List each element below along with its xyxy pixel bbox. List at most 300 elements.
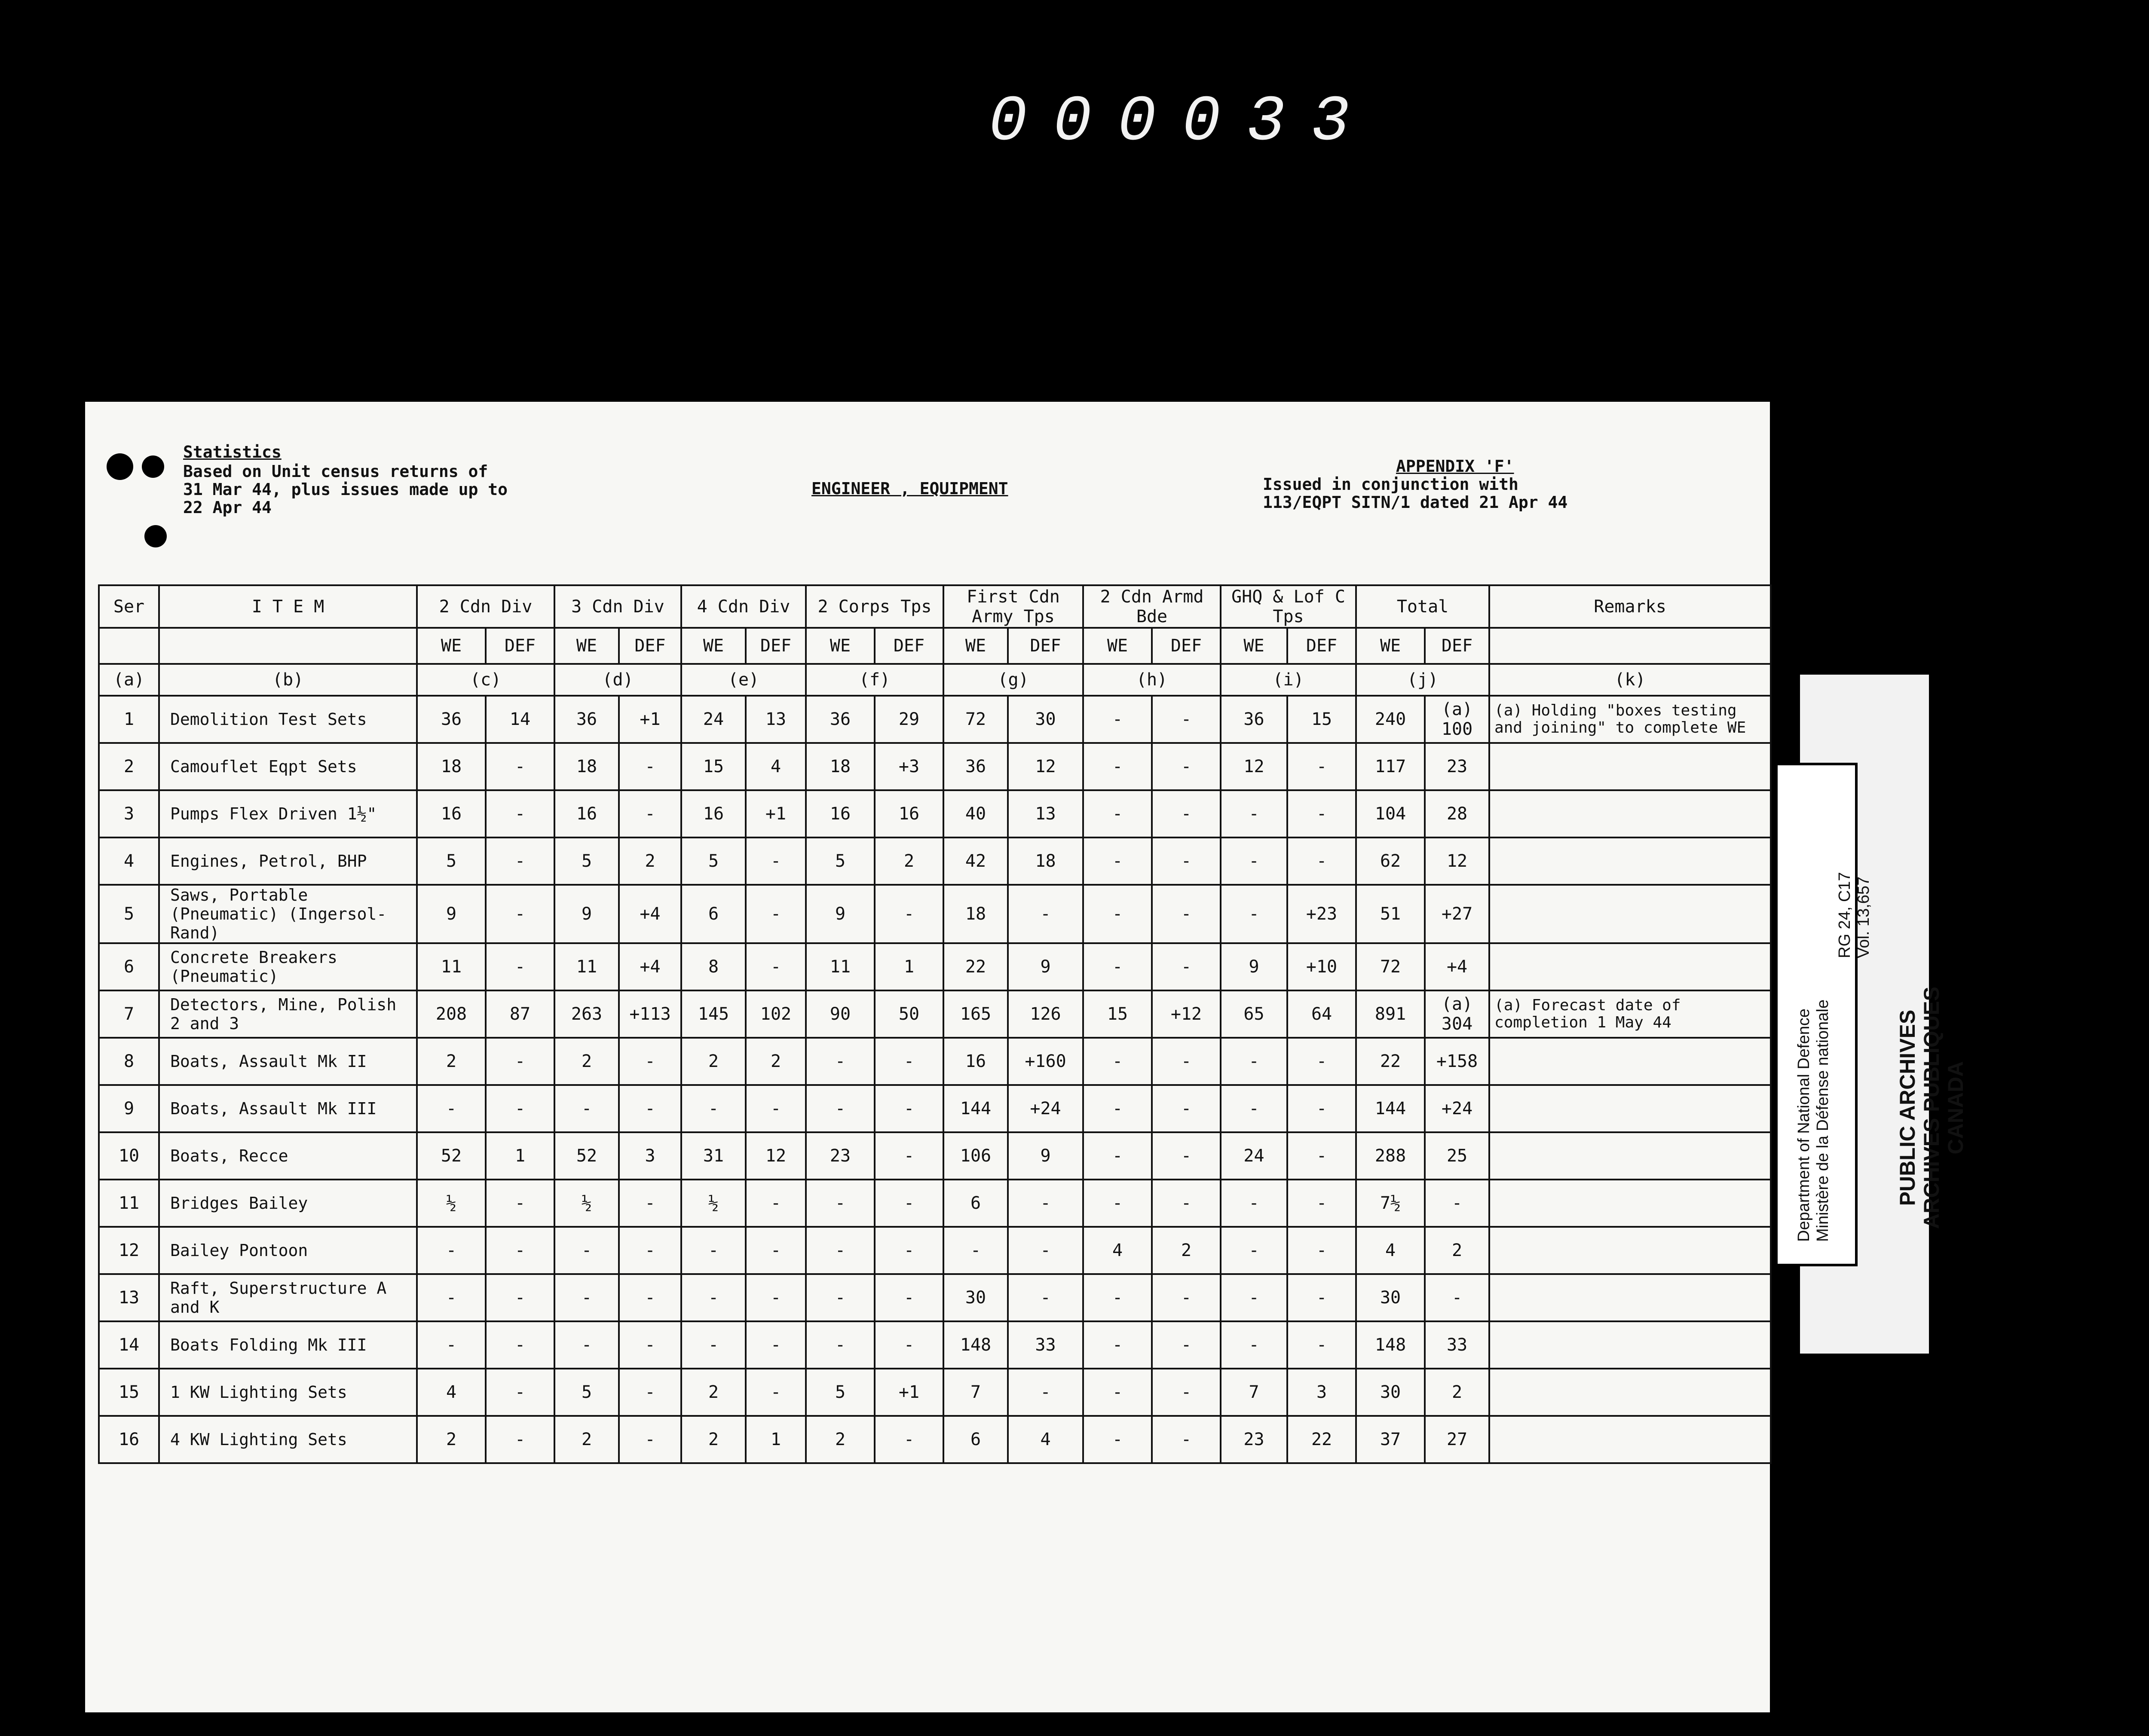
def-cell: -: [1287, 743, 1356, 790]
we-cell: 36: [554, 696, 619, 743]
def-cell: 22: [1287, 1416, 1356, 1463]
def-cell: -: [1152, 1180, 1221, 1227]
def-cell: -: [875, 1180, 943, 1227]
we-cell: 5: [554, 1369, 619, 1416]
we-cell: -: [1221, 1085, 1287, 1132]
we-cell: -: [1083, 1369, 1152, 1416]
we-cell: 2: [417, 1038, 486, 1085]
we-cell: 148: [943, 1321, 1008, 1369]
we-cell: 18: [554, 743, 619, 790]
table-row: [99, 790, 1771, 837]
item-cell: Bridges Bailey: [159, 1180, 417, 1227]
we-cell: 51: [1356, 885, 1425, 943]
def-cell: 13: [1008, 790, 1083, 837]
def-cell: -: [1008, 1180, 1083, 1227]
we-cell: -: [1221, 1180, 1287, 1227]
def-cell: -: [486, 1274, 554, 1321]
def-cell: -: [1287, 790, 1356, 837]
table-row: [99, 837, 1771, 885]
serial-cell: 2: [99, 743, 159, 790]
we-cell: 23: [806, 1132, 875, 1180]
def-cell: -: [486, 1085, 554, 1132]
we-cell: 65: [1221, 990, 1287, 1038]
we-cell: 22: [1356, 1038, 1425, 1085]
def-cell: -: [619, 1227, 681, 1274]
column-letter: (d): [554, 664, 681, 696]
def-cell: 18: [1008, 837, 1083, 885]
def-cell: +1: [875, 1369, 943, 1416]
stamp-line: ARCHIVES PUBLIQUES: [1919, 987, 1944, 1229]
serial-cell: 1: [99, 696, 159, 743]
we-cell: 8: [681, 943, 746, 990]
we-header: WE: [681, 628, 746, 664]
we-cell: -: [1083, 943, 1152, 990]
we-cell: 2: [681, 1038, 746, 1085]
def-cell: 23: [1425, 743, 1489, 790]
def-cell: -: [1287, 1180, 1356, 1227]
def-cell: -: [875, 1085, 943, 1132]
we-cell: -: [417, 1321, 486, 1369]
we-cell: 30: [1356, 1369, 1425, 1416]
def-cell: -: [486, 1321, 554, 1369]
def-cell: -: [1152, 1274, 1221, 1321]
def-cell: -: [746, 1369, 806, 1416]
we-header: WE: [806, 628, 875, 664]
we-cell: 15: [1083, 990, 1152, 1038]
def-cell: -: [619, 1085, 681, 1132]
we-header: WE: [943, 628, 1008, 664]
column-letter: (f): [806, 664, 943, 696]
we-cell: 24: [681, 696, 746, 743]
def-header: DEF: [1152, 628, 1221, 664]
we-cell: -: [1083, 1180, 1152, 1227]
def-cell: -: [619, 1416, 681, 1463]
column-letter: (h): [1083, 664, 1221, 696]
remarks-cell: [1489, 1085, 1771, 1132]
item-cell: Boats, Assault Mk II: [159, 1038, 417, 1085]
def-cell: -: [875, 1321, 943, 1369]
def-cell: 28: [1425, 790, 1489, 837]
we-cell: 2: [554, 1038, 619, 1085]
we-cell: 2: [681, 1416, 746, 1463]
we-cell: 5: [417, 837, 486, 885]
def-cell: -: [486, 1038, 554, 1085]
def-cell: -: [1152, 943, 1221, 990]
we-cell: -: [681, 1227, 746, 1274]
we-cell: -: [1221, 885, 1287, 943]
table-row: [99, 943, 1771, 990]
column-group-header: I T E M: [159, 585, 417, 628]
def-cell: -: [746, 943, 806, 990]
def-cell: 12: [746, 1132, 806, 1180]
def-cell: +3: [875, 743, 943, 790]
def-cell: +23: [1287, 885, 1356, 943]
remarks-cell: [1489, 790, 1771, 837]
we-cell: -: [417, 1227, 486, 1274]
def-cell: -: [1425, 1274, 1489, 1321]
def-cell: -: [1008, 1369, 1083, 1416]
we-cell: -: [554, 1227, 619, 1274]
def-cell: +1: [619, 696, 681, 743]
we-cell: -: [1083, 1038, 1152, 1085]
def-cell: 50: [875, 990, 943, 1038]
we-cell: 40: [943, 790, 1008, 837]
archive-stamp-text: [1895, 987, 1968, 1229]
item-cell: Boats Folding Mk III: [159, 1321, 417, 1369]
def-cell: 9: [1008, 943, 1083, 990]
def-cell: -: [1152, 790, 1221, 837]
we-header: WE: [417, 628, 486, 664]
we-cell: 6: [943, 1416, 1008, 1463]
we-cell: 4: [417, 1369, 486, 1416]
def-cell: -: [875, 1132, 943, 1180]
def-cell: -: [1287, 1038, 1356, 1085]
def-cell: 15: [1287, 696, 1356, 743]
remarks-cell: [1489, 885, 1771, 943]
we-cell: -: [806, 1085, 875, 1132]
column-group-header: GHQ & Lof C Tps: [1221, 585, 1356, 628]
item-cell: Demolition Test Sets: [159, 696, 417, 743]
we-cell: 9: [1221, 943, 1287, 990]
we-cell: 2: [806, 1416, 875, 1463]
def-cell: +158: [1425, 1038, 1489, 1085]
def-cell: -: [875, 1274, 943, 1321]
we-cell: 9: [417, 885, 486, 943]
we-cell: -: [806, 1227, 875, 1274]
item-cell: Boats, Assault Mk III: [159, 1085, 417, 1132]
we-cell: -: [1083, 837, 1152, 885]
frame-number: 000033: [989, 86, 1376, 159]
we-cell: -: [1083, 1132, 1152, 1180]
def-cell: 2: [1152, 1227, 1221, 1274]
item-cell: Engines, Petrol, BHP: [159, 837, 417, 885]
we-cell: -: [1221, 837, 1287, 885]
appendix-title: APPENDIX 'F': [1396, 457, 1514, 476]
def-cell: -: [875, 1227, 943, 1274]
statistics-line: 22 Apr 44: [183, 498, 272, 517]
def-cell: 9: [1008, 1132, 1083, 1180]
def-cell: -: [619, 743, 681, 790]
we-cell: ½: [681, 1180, 746, 1227]
def-cell: -: [746, 1180, 806, 1227]
def-cell: 29: [875, 696, 943, 743]
we-cell: 16: [681, 790, 746, 837]
def-cell: +24: [1008, 1085, 1083, 1132]
we-cell: 104: [1356, 790, 1425, 837]
def-cell: -: [875, 1038, 943, 1085]
we-cell: -: [1083, 1416, 1152, 1463]
def-header: DEF: [619, 628, 681, 664]
item-cell: Saws, Portable (Pneumatic) (Ingersol-Rand): [159, 885, 417, 943]
we-cell: 72: [1356, 943, 1425, 990]
we-cell: 36: [806, 696, 875, 743]
def-cell: -: [1152, 885, 1221, 943]
def-cell: 3: [619, 1132, 681, 1180]
we-cell: 148: [1356, 1321, 1425, 1369]
def-cell: -: [619, 1321, 681, 1369]
def-cell: +160: [1008, 1038, 1083, 1085]
we-cell: 11: [417, 943, 486, 990]
def-cell: +12: [1152, 990, 1221, 1038]
we-cell: -: [1083, 885, 1152, 943]
statistics-line: Based on Unit census returns of: [183, 462, 488, 481]
def-cell: -: [486, 1416, 554, 1463]
serial-cell: 14: [99, 1321, 159, 1369]
we-cell: 18: [943, 885, 1008, 943]
table-row: [99, 696, 1771, 743]
we-cell: -: [806, 1038, 875, 1085]
we-cell: -: [417, 1085, 486, 1132]
we-cell: 9: [806, 885, 875, 943]
we-cell: -: [1083, 790, 1152, 837]
column-letter: (i): [1221, 664, 1356, 696]
we-cell: -: [1083, 1274, 1152, 1321]
def-cell: -: [1152, 1369, 1221, 1416]
def-cell: 3: [1287, 1369, 1356, 1416]
def-cell: 2: [746, 1038, 806, 1085]
we-cell: 165: [943, 990, 1008, 1038]
serial-cell: 15: [99, 1369, 159, 1416]
we-header: WE: [554, 628, 619, 664]
we-header: WE: [1221, 628, 1287, 664]
column-letter: (e): [681, 664, 806, 696]
we-header: WE: [1083, 628, 1152, 664]
def-cell: 4: [1008, 1416, 1083, 1463]
def-cell: -: [486, 1369, 554, 1416]
we-cell: -: [806, 1321, 875, 1369]
def-cell: -: [1152, 743, 1221, 790]
we-cell: 42: [943, 837, 1008, 885]
equipment-table: [98, 584, 1772, 1464]
table-row: [99, 1132, 1771, 1180]
def-header: DEF: [486, 628, 554, 664]
def-cell: -: [1425, 1180, 1489, 1227]
def-cell: -: [1152, 696, 1221, 743]
def-cell: -: [486, 1180, 554, 1227]
stamp-line: Ministère de la Défense nationale: [1814, 999, 1832, 1242]
we-cell: -: [806, 1274, 875, 1321]
we-cell: 145: [681, 990, 746, 1038]
def-cell: 2: [875, 837, 943, 885]
we-cell: 30: [943, 1274, 1008, 1321]
def-header: DEF: [875, 628, 943, 664]
column-group-header: Ser: [99, 585, 159, 628]
we-cell: -: [681, 1274, 746, 1321]
def-cell: -: [1287, 1227, 1356, 1274]
def-cell: -: [619, 790, 681, 837]
we-cell: 18: [417, 743, 486, 790]
def-cell: +24: [1425, 1085, 1489, 1132]
column-letter: (b): [159, 664, 417, 696]
we-cell: 2: [681, 1369, 746, 1416]
item-cell: Detectors, Mine, Polish 2 and 3: [159, 990, 417, 1038]
serial-cell: 7: [99, 990, 159, 1038]
table-row: [99, 1227, 1771, 1274]
stamp-line: PUBLIC ARCHIVES: [1895, 1009, 1919, 1206]
we-cell: -: [417, 1274, 486, 1321]
we-cell: 5: [681, 837, 746, 885]
item-cell: Bailey Pontoon: [159, 1227, 417, 1274]
we-cell: 144: [943, 1085, 1008, 1132]
table-row: [99, 1321, 1771, 1369]
we-cell: 4: [1356, 1227, 1425, 1274]
we-cell: 36: [417, 696, 486, 743]
we-cell: 288: [1356, 1132, 1425, 1180]
we-cell: -: [681, 1085, 746, 1132]
header-row: [99, 585, 1771, 628]
subheader-row: [99, 628, 1771, 664]
item-cell: Pumps Flex Driven 1½": [159, 790, 417, 837]
def-cell: -: [1287, 1321, 1356, 1369]
def-cell: 2: [1425, 1369, 1489, 1416]
remarks-cell: [1489, 837, 1771, 885]
def-cell: -: [1152, 837, 1221, 885]
def-cell: -: [746, 1085, 806, 1132]
item-cell: Camouflet Eqpt Sets: [159, 743, 417, 790]
serial-cell: 13: [99, 1274, 159, 1321]
we-cell: -: [943, 1227, 1008, 1274]
we-cell: 9: [554, 885, 619, 943]
serial-cell: 6: [99, 943, 159, 990]
we-cell: 16: [806, 790, 875, 837]
we-cell: 7½: [1356, 1180, 1425, 1227]
def-header: DEF: [1287, 628, 1356, 664]
appendix-line: 113/EQPT SITN/1 dated 21 Apr 44: [1263, 493, 1568, 512]
def-cell: -: [1287, 1085, 1356, 1132]
reference-stamp-text: [1835, 872, 1873, 958]
we-cell: 106: [943, 1132, 1008, 1180]
we-cell: -: [1083, 696, 1152, 743]
remarks-cell: [1489, 1132, 1771, 1180]
we-cell: 7: [1221, 1369, 1287, 1416]
we-cell: 62: [1356, 837, 1425, 885]
def-cell: 33: [1008, 1321, 1083, 1369]
we-cell: 11: [806, 943, 875, 990]
table-row: [99, 1180, 1771, 1227]
def-cell: -: [486, 837, 554, 885]
def-cell: -: [1008, 1274, 1083, 1321]
column-group-header: 3 Cdn Div: [554, 585, 681, 628]
column-group-header: 2 Cdn Armd Bde: [1083, 585, 1221, 628]
we-cell: 15: [681, 743, 746, 790]
punch-hole: [107, 453, 133, 480]
stamp-line: Vol. 13,657: [1855, 876, 1873, 958]
def-cell: 14: [486, 696, 554, 743]
punch-hole: [144, 525, 167, 547]
column-group-header: 4 Cdn Div: [681, 585, 806, 628]
table-row: [99, 990, 1771, 1038]
def-cell: -: [875, 885, 943, 943]
def-cell: -: [619, 1274, 681, 1321]
we-cell: 22: [943, 943, 1008, 990]
we-cell: ½: [554, 1180, 619, 1227]
column-letter: (g): [943, 664, 1083, 696]
item-cell: Boats, Recce: [159, 1132, 417, 1180]
we-cell: -: [806, 1180, 875, 1227]
def-cell: 13: [746, 696, 806, 743]
def-cell: -: [1152, 1085, 1221, 1132]
def-header: DEF: [1008, 628, 1083, 664]
we-cell: 2: [417, 1416, 486, 1463]
we-cell: 7: [943, 1369, 1008, 1416]
remarks-cell: [1489, 743, 1771, 790]
serial-cell: 4: [99, 837, 159, 885]
def-cell: -: [746, 837, 806, 885]
we-cell: -: [1221, 1321, 1287, 1369]
we-cell: 12: [1221, 743, 1287, 790]
column-group-header: Remarks: [1489, 585, 1771, 628]
def-cell: 16: [875, 790, 943, 837]
item-cell: Raft, Superstructure A and K: [159, 1274, 417, 1321]
def-cell: -: [1008, 885, 1083, 943]
remarks-cell: (a) Holding "boxes testing and joining" to complete WE: [1489, 696, 1771, 743]
equipment-table-container: [98, 584, 1766, 1464]
we-cell: 31: [681, 1132, 746, 1180]
def-cell: 33: [1425, 1321, 1489, 1369]
serial-cell: 5: [99, 885, 159, 943]
remarks-cell: [1489, 1321, 1771, 1369]
serial-cell: 8: [99, 1038, 159, 1085]
def-cell: 30: [1008, 696, 1083, 743]
we-cell: 4: [1083, 1227, 1152, 1274]
def-cell: -: [1287, 1132, 1356, 1180]
def-cell: 64: [1287, 990, 1356, 1038]
table-row: [99, 743, 1771, 790]
blank-cell: [99, 628, 159, 664]
def-cell: 25: [1425, 1132, 1489, 1180]
we-cell: 208: [417, 990, 486, 1038]
remarks-cell: [1489, 1227, 1771, 1274]
we-cell: 36: [1221, 696, 1287, 743]
we-cell: 5: [806, 1369, 875, 1416]
def-cell: 2: [1425, 1227, 1489, 1274]
serial-cell: 10: [99, 1132, 159, 1180]
item-cell: 1 KW Lighting Sets: [159, 1369, 417, 1416]
we-cell: ½: [417, 1180, 486, 1227]
table-row: [99, 1274, 1771, 1321]
we-cell: 52: [417, 1132, 486, 1180]
serial-cell: 11: [99, 1180, 159, 1227]
column-group-header: First Cdn Army Tps: [943, 585, 1083, 628]
def-cell: 2: [619, 837, 681, 885]
remarks-cell: [1489, 1416, 1771, 1463]
we-cell: -: [554, 1274, 619, 1321]
table-row: [99, 1416, 1771, 1463]
remarks-cell: [1489, 1180, 1771, 1227]
def-header: DEF: [1425, 628, 1489, 664]
def-cell: -: [875, 1416, 943, 1463]
we-cell: 2: [554, 1416, 619, 1463]
table-row: [99, 1085, 1771, 1132]
we-header: WE: [1356, 628, 1425, 664]
statistics-line: 31 Mar 44, plus issues made up to: [183, 480, 508, 499]
def-cell: -: [619, 1038, 681, 1085]
def-cell: (a) 304: [1425, 990, 1489, 1038]
def-cell: -: [1008, 1227, 1083, 1274]
we-cell: 16: [943, 1038, 1008, 1085]
remarks-cell: [1489, 1274, 1771, 1321]
we-cell: 263: [554, 990, 619, 1038]
we-cell: -: [1221, 1038, 1287, 1085]
we-cell: -: [554, 1085, 619, 1132]
def-cell: -: [619, 1180, 681, 1227]
def-cell: -: [619, 1369, 681, 1416]
we-cell: 36: [943, 743, 1008, 790]
we-cell: 240: [1356, 696, 1425, 743]
def-cell: +1: [746, 790, 806, 837]
remarks-cell: [1489, 943, 1771, 990]
blank-cell: [1489, 628, 1771, 664]
